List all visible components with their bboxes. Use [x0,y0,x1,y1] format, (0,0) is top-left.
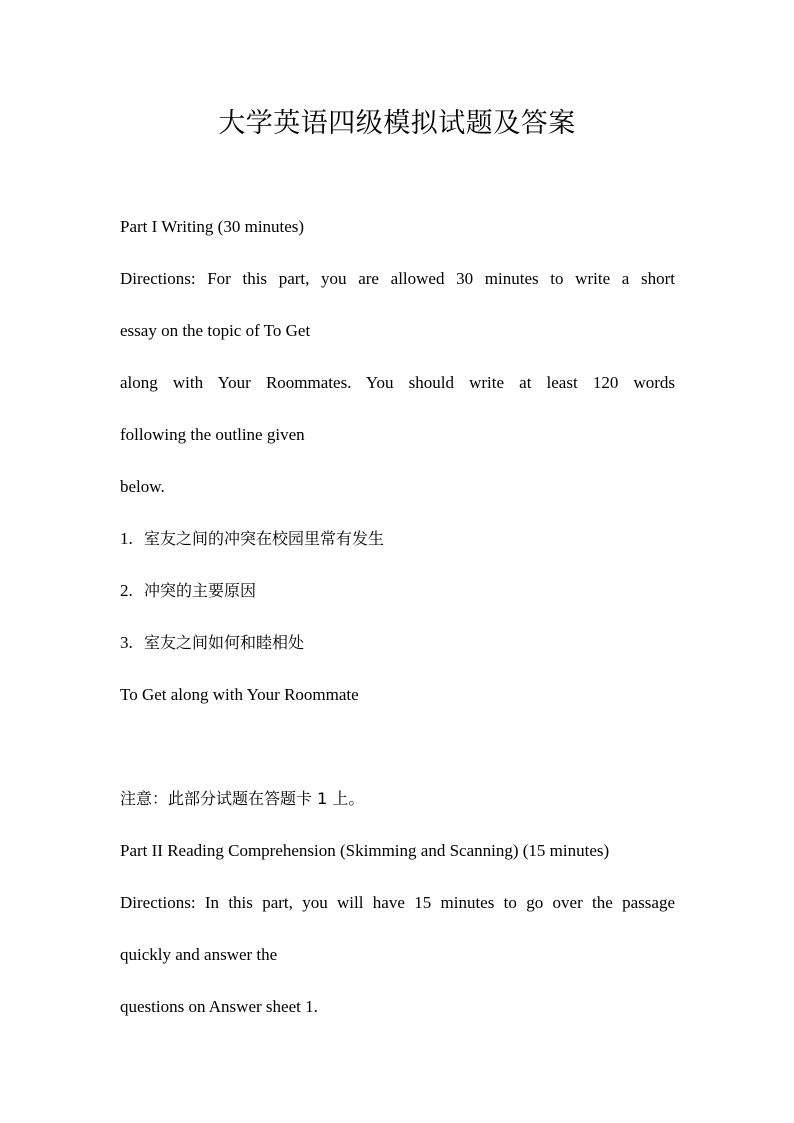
directions-1-line-1: Directions: For this part, you are allowed 30 minutes to write a short [120,269,675,288]
outline-item-number: 2. [120,581,133,600]
part1-heading: Part I Writing (30 minutes) [120,217,305,236]
outline-item-text: 室友之间如何和睦相处 [144,633,305,652]
directions-2-line-1: Directions: In this part, you will have 15 minutes to go over the passage [120,893,675,912]
outline-item-number: 1. [120,529,133,548]
document-title: 大学英语四级模拟试题及答案 [218,108,576,139]
outline-item-number: 3. [120,633,133,652]
outline-item-2 [120,578,256,604]
directions-2-line-2: quickly and answer the [120,945,278,964]
outline-item-text: 室友之间的冲突在校园里常有发生 [144,529,385,548]
directions-2-line-3: questions on Answer sheet 1. [120,997,318,1016]
part2-heading: Part II Reading Comprehension (Skimming and Scanning) (15 minutes) [120,841,610,860]
outline-item-text: 冲突的主要原因 [144,581,257,600]
outline-item-3 [120,630,304,656]
directions-1-line-3: along with Your Roommates. You should write at least 120 words [120,373,675,392]
essay-title: To Get along with Your Roommate [120,685,359,704]
directions-1-line-5: below. [120,477,165,496]
outline-item-1 [120,526,384,552]
directions-1-line-4: following the outline given [120,425,305,444]
directions-1-line-2: essay on the topic of To Get [120,321,311,340]
answer-sheet-note: 注意：此部分试题在答题卡 1 上。 [120,789,365,808]
